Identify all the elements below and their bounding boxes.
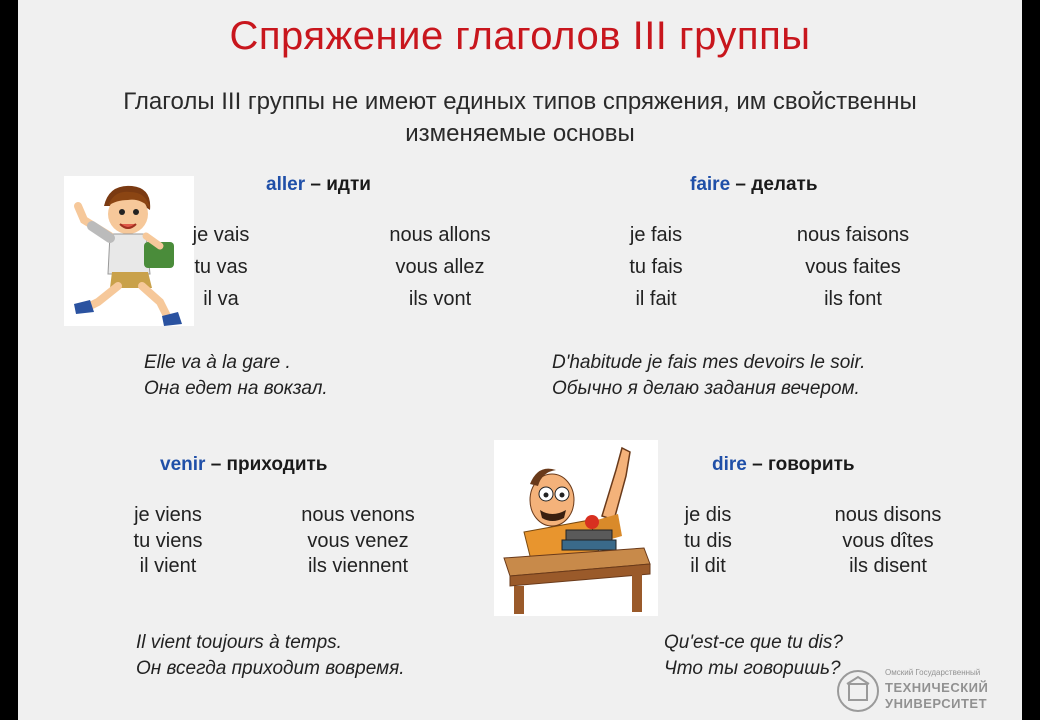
conj-dire-il: il dit <box>690 555 726 577</box>
example-ru-venir: Он всегда приходит вовремя. <box>136 658 405 679</box>
conj-venir-nous: nous venons <box>301 504 415 526</box>
verb-title-dire <box>712 454 855 476</box>
conj-faire-il: il fait <box>635 288 677 310</box>
conj-aller-tu: tu vas <box>194 256 248 278</box>
conj-venir-ils: ils viennent <box>307 555 409 577</box>
example-ru-faire: Обычно я делаю задания вечером. <box>552 378 860 399</box>
example-ru-aller: Она едет на вокзал. <box>144 378 328 399</box>
conj-faire-ils: ils font <box>824 288 882 310</box>
slide-title: Спряжение глаголов III группы <box>229 14 811 58</box>
right-border <box>1022 0 1040 720</box>
verb-ru-dire: – говорить <box>746 454 855 475</box>
conj-faire-vous: vous faites <box>805 256 901 278</box>
conj-dire-ils: ils disent <box>849 555 927 577</box>
conj-faire-tu: tu fais <box>629 256 683 278</box>
conj-aller-nous: nous allons <box>389 224 491 246</box>
logo-line-1: Омский Государственный <box>885 668 981 677</box>
conj-venir-il: il vient <box>139 555 197 577</box>
conj-dire-vous: vous dîtes <box>842 530 934 552</box>
verb-ru-venir: – приходить <box>205 454 328 475</box>
verb-fr-dire: dire <box>712 454 747 475</box>
conj-venir-je: je viens <box>134 504 202 526</box>
slide-subtitle: Глаголы III группы не имеют единых типов спряжения, им свойственны изменяемые основы <box>123 88 917 147</box>
example-fr-faire: D'habitude je fais mes devoirs le soir. <box>552 352 866 373</box>
university-logo-icon <box>835 668 881 714</box>
example-fr-venir: Il vient toujours à temps. <box>136 632 342 653</box>
conj-dire-tu: tu dis <box>684 530 732 552</box>
conj-dire-je: je dis <box>684 504 732 526</box>
example-fr-dire: Qu'est-ce que tu dis? <box>664 632 843 653</box>
verb-title-faire <box>690 174 818 196</box>
conj-aller-vous: vous allez <box>395 256 485 278</box>
conj-aller-je: je vais <box>192 224 250 246</box>
conj-dire-nous: nous disons <box>834 504 942 526</box>
conj-aller-ils: ils vont <box>408 288 472 310</box>
verb-fr-faire: faire <box>690 174 731 195</box>
verb-ru-faire: – делать <box>730 174 818 195</box>
verb-fr-aller: aller <box>266 174 306 195</box>
logo-line-3: УНИВЕРСИТЕТ <box>885 696 988 711</box>
example-ru-dire: Что ты говоришь? <box>664 658 841 679</box>
verb-title-aller <box>266 174 371 196</box>
conj-aller-il: il va <box>203 288 239 310</box>
conj-faire-je: je fais <box>629 224 683 246</box>
logo-line-2: ТЕХНИЧЕСКИЙ <box>885 680 989 695</box>
conj-venir-tu: tu viens <box>133 530 203 552</box>
verb-ru-aller: – идти <box>305 174 371 195</box>
professor-icon <box>494 440 658 616</box>
left-border <box>0 0 18 720</box>
example-fr-aller: Elle va à la gare . <box>144 352 291 373</box>
university-logo <box>833 666 1003 716</box>
verb-title-venir <box>160 454 327 476</box>
slide <box>18 0 1022 720</box>
conj-faire-nous: nous faisons <box>796 224 910 246</box>
conj-venir-vous: vous venez <box>307 530 409 552</box>
verb-fr-venir: venir <box>160 454 206 475</box>
